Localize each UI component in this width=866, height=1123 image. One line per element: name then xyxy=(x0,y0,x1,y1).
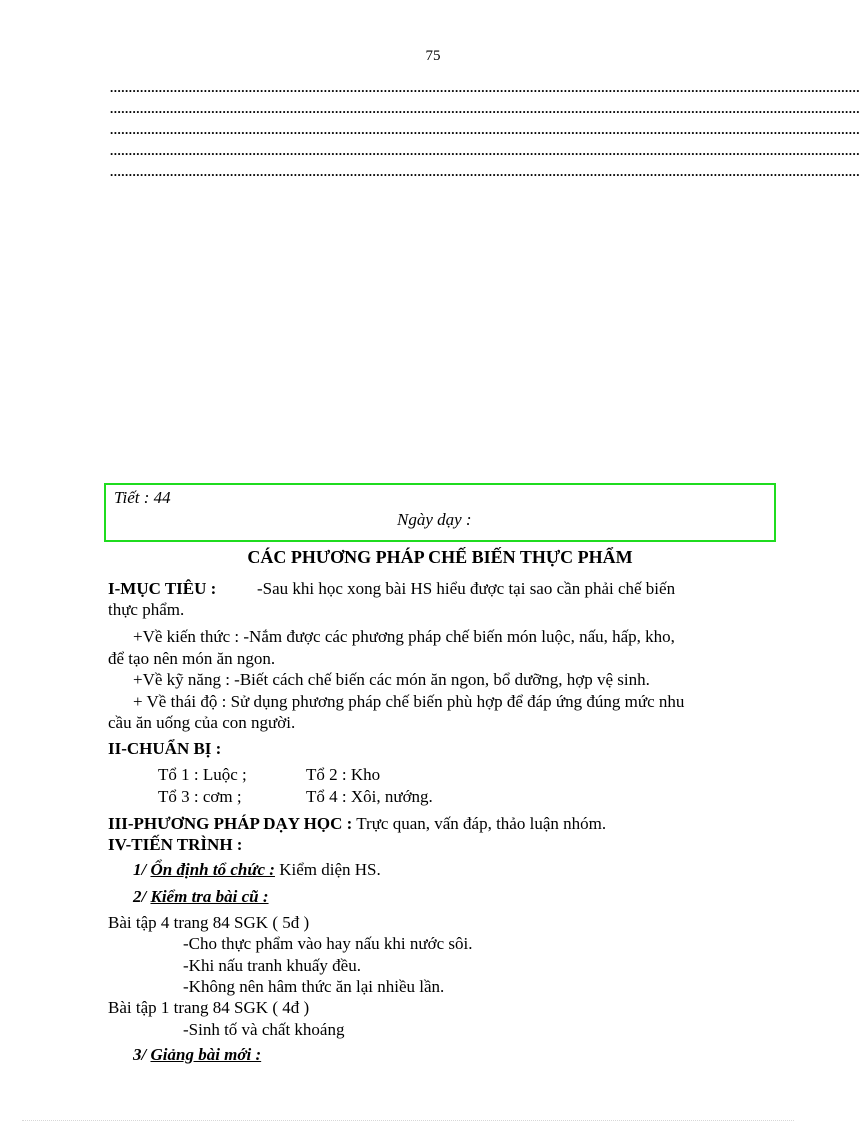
step-3 xyxy=(133,1044,261,1066)
page-bottom-divider xyxy=(22,1120,794,1121)
exercise-1: Bài tập 4 trang 84 SGK ( 5đ ) xyxy=(108,913,310,932)
exercise-1-answer: -Không nên hâm thức ăn lại nhiều lần. xyxy=(183,977,445,996)
step-2 xyxy=(133,886,269,908)
objective-knowledge-cont: để tạo nên món ăn ngon. xyxy=(108,649,276,668)
methods-text: Trực quan, vấn đáp, thảo luận nhóm. xyxy=(352,814,607,833)
exercise-2: Bài tập 1 trang 84 SGK ( 4đ ) xyxy=(108,998,310,1017)
exercise-2-answer: -Sinh tố và chất khoáng xyxy=(183,1020,345,1039)
step-1-label: Ổn định tổ chức : xyxy=(150,860,275,879)
exercise-1-answer: -Cho thực phẩm vào hay nấu khi nước sôi. xyxy=(183,934,473,953)
objectives-intro-cont: thực phẩm. xyxy=(108,600,185,619)
methods-line xyxy=(108,813,606,835)
objective-attitude-cont: cầu ăn uống của con người. xyxy=(108,713,296,732)
step-2-label: Kiểm tra bài cũ : xyxy=(150,887,269,906)
objective-knowledge: +Về kiến thức : -Nắm được các phương pháp chế biến món luộc, nấu, hấp, kho, xyxy=(133,627,675,646)
group-item: Tổ 1 : Luộc ; xyxy=(158,765,247,784)
objective-attitude: + Về thái độ : Sử dụng phương pháp chế biến phù hợp để đáp ứng đúng mức nhu xyxy=(133,692,685,711)
dotted-answer-line: ........................................................................................................................................................................................................ xyxy=(110,101,860,116)
step-1-text: Kiểm diện HS. xyxy=(274,860,381,879)
step-3-label: Giảng bài mới : xyxy=(150,1045,262,1064)
dotted-answer-line: ........................................................................................................................................................................................................ xyxy=(110,143,860,158)
page-number: 75 xyxy=(425,48,441,64)
dotted-answer-line: ........................................................................................................................................................................................................ xyxy=(110,80,860,95)
step-1 xyxy=(133,859,381,881)
lesson-period: Tiết : 44 xyxy=(114,488,171,507)
group-item: Tổ 3 : cơm ; xyxy=(158,787,242,806)
step-2-number: 2/ xyxy=(133,887,147,906)
objectives-heading: I-MỤC TIÊU : xyxy=(108,579,217,598)
objective-skills: +Về kỹ năng : -Biết cách chế biến các món ăn ngon, bổ dưỡng, hợp vệ sinh. xyxy=(133,670,650,689)
teaching-date: Ngày dạy : xyxy=(397,510,472,529)
dotted-answer-line: ........................................................................................................................................................................................................ xyxy=(110,164,860,179)
preparation-heading: II-CHUẨN BỊ : xyxy=(108,739,222,758)
group-item: Tổ 4 : Xôi, nướng. xyxy=(306,787,433,806)
exercise-1-answer: -Khi nấu tranh khuấy đều. xyxy=(183,956,361,975)
lesson-header-box xyxy=(104,483,776,542)
objectives-intro: -Sau khi học xong bài HS hiểu được tại sao cần phải chế biến xyxy=(257,579,676,598)
process-heading: IV-TIẾN TRÌNH : xyxy=(108,835,243,854)
step-1-number: 1/ xyxy=(133,860,147,879)
dotted-answer-line: ........................................................................................................................................................................................................ xyxy=(110,122,860,137)
lesson-title: CÁC PHƯƠNG PHÁP CHẾ BIẾN THỰC PHẨM xyxy=(247,547,633,567)
methods-heading: III-PHƯƠNG PHÁP DẠY HỌC : xyxy=(108,814,353,833)
step-3-number: 3/ xyxy=(133,1045,147,1064)
group-item: Tổ 2 : Kho xyxy=(306,765,381,784)
